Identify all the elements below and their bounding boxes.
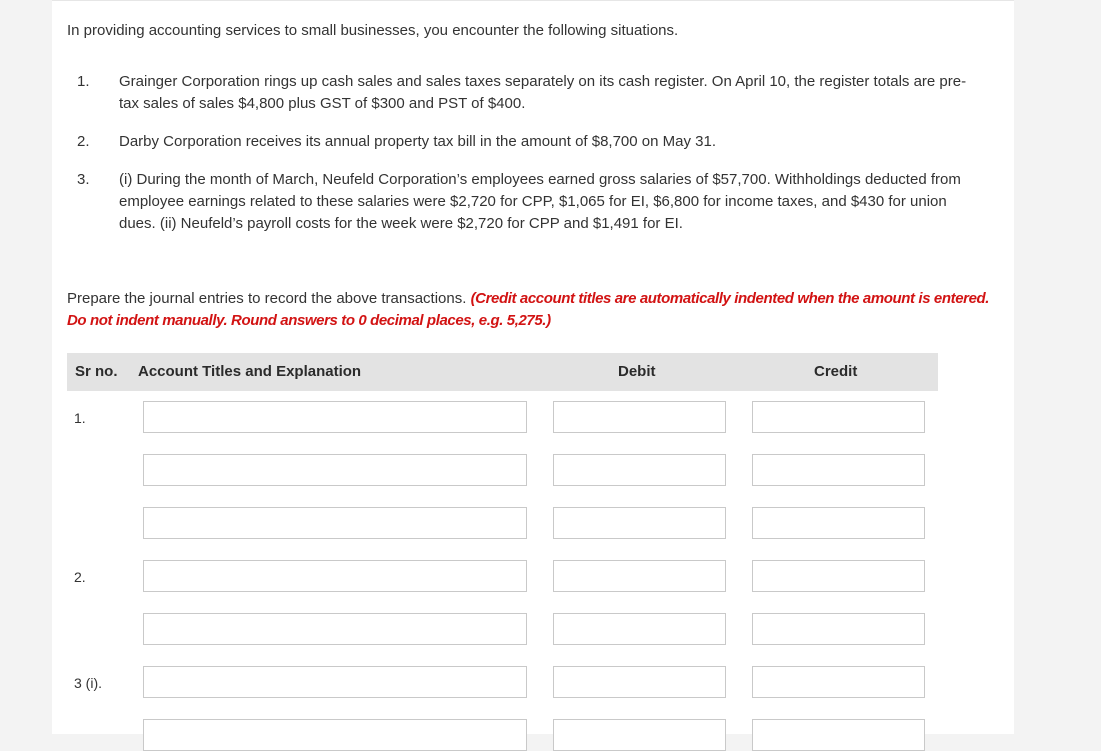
intro-text: In providing accounting services to small businesses, you encounter the following situations. bbox=[67, 22, 679, 39]
debit-input[interactable] bbox=[553, 454, 726, 486]
header-credit: Credit bbox=[814, 363, 858, 380]
journal-table-header bbox=[67, 353, 938, 391]
account-title-input[interactable] bbox=[143, 666, 527, 698]
credit-input[interactable] bbox=[752, 666, 925, 698]
credit-input[interactable] bbox=[752, 719, 925, 751]
account-title-input[interactable] bbox=[143, 454, 527, 486]
situation-text: Darby Corporation receives its annual property tax bill in the amount of $8,700 on May 31. bbox=[119, 133, 716, 150]
debit-input[interactable] bbox=[553, 613, 726, 645]
row-label: 3 (i). bbox=[74, 675, 102, 691]
instructions bbox=[67, 288, 1002, 332]
situation-number: 2. bbox=[77, 133, 90, 150]
credit-input[interactable] bbox=[752, 401, 925, 433]
header-account-titles: Account Titles and Explanation bbox=[138, 363, 362, 380]
header-sr-no: Sr no. bbox=[75, 363, 118, 380]
question-card bbox=[52, 0, 1014, 734]
debit-input[interactable] bbox=[553, 719, 726, 751]
debit-input[interactable] bbox=[553, 507, 726, 539]
account-title-input[interactable] bbox=[143, 560, 527, 592]
instructions-note: (Credit account titles are automatically indented when the amount is entered. Do not indent manually. Round answers to 0 decimal places, e.g. 5,275.) bbox=[67, 290, 990, 329]
debit-input[interactable] bbox=[553, 401, 726, 433]
account-title-input[interactable] bbox=[143, 719, 527, 751]
row-label: 1. bbox=[74, 410, 86, 426]
account-title-input[interactable] bbox=[143, 507, 527, 539]
situation-number: 1. bbox=[77, 73, 90, 90]
debit-input[interactable] bbox=[553, 666, 726, 698]
credit-input[interactable] bbox=[752, 613, 925, 645]
instructions-main: Prepare the journal entries to record the above transactions. bbox=[67, 290, 471, 307]
credit-input[interactable] bbox=[752, 560, 925, 592]
situation-text: (i) During the month of March, Neufeld Corporation’s employees earned gross salaries of $57,700. Withholdings deducted from employee earnings related to these salaries were $2,720 for CPP, $1,065 for EI, $6,800 for income taxes, and $430 for union dues. (ii) Neufeld’s payroll costs for the week were $2,720 for CPP and $1,491 for EI. bbox=[119, 171, 961, 232]
debit-input[interactable] bbox=[553, 560, 726, 592]
credit-input[interactable] bbox=[752, 454, 925, 486]
account-title-input[interactable] bbox=[143, 613, 527, 645]
account-title-input[interactable] bbox=[143, 401, 527, 433]
credit-input[interactable] bbox=[752, 507, 925, 539]
row-label: 2. bbox=[74, 569, 86, 585]
header-debit: Debit bbox=[618, 363, 656, 380]
situation-number: 3. bbox=[77, 171, 90, 188]
situation-text: Grainger Corporation rings up cash sales and sales taxes separately on its cash register. On April 10, the register totals are pre-tax sales of sales $4,800 plus GST of $300 and PST of $400. bbox=[119, 73, 967, 112]
